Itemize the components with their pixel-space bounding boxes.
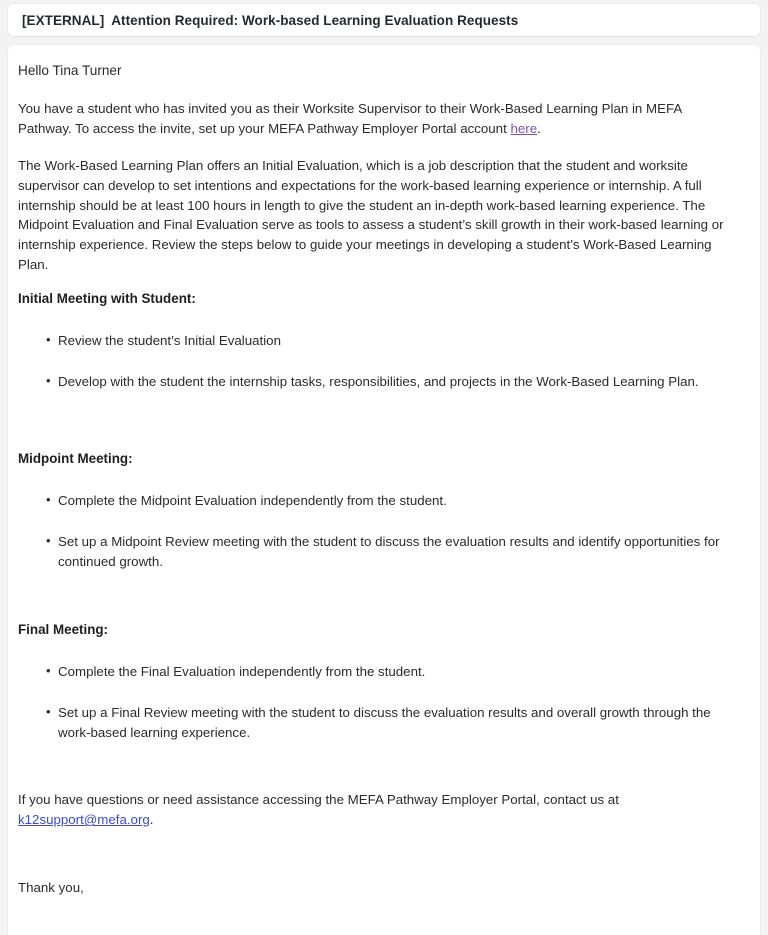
subject-line [22,13,518,28]
intro-paragraph [18,99,738,138]
section-bullet-list [18,331,738,392]
section-spacer [18,392,738,449]
list-item: • Complete the Midpoint Evaluation independently from the student. [18,491,738,511]
greeting-line: Hello Tina Turner [18,63,122,78]
external-sender-tag: [EXTERNAL] [22,12,105,28]
support-paragraph [18,790,738,829]
section-spacer [18,572,738,620]
list-item: • Develop with the student the internship tasks, responsibilities, and projects in the Work-Based Learning Plan. [18,372,738,392]
support-text-part-2: . [149,812,154,828]
list-item: • Set up a Final Review meeting with the student to discuss the evaluation results and overall growth through the work-based learning experience. [18,703,738,743]
subject-text: Attention Required: Work-based Learning Evaluation Requests [111,12,519,28]
employer-portal-link[interactable]: here [510,120,538,136]
section-midpoint-meeting [18,449,738,572]
section-heading: Initial Meeting with Student: [18,291,196,307]
closing-line: Thank you, [18,879,84,895]
intro-text-part-1: You have a student who has invited you as their Worksite Supervisor to their Work-Based Learning Plan in MEFA Pathway. To access the invite, set up your MEFA Pathway Employer Portal account [18,101,682,136]
overview-paragraph: The Work-Based Learning Plan offers an Initial Evaluation, which is a job description that the student and worksite supervisor can develop to set intentions and expectations for the work-based learning experience or internship. A full internship should be at least 100 hours in length to give the student an in-depth work-based learning experience. The Midpoint Evaluation and Final Evaluation serve as tools to assess a student’s skill growth in their work-based learning or internship experience. Review the steps below to guide your meetings in developing a student’s Work-Based Learning Plan. [18,158,724,272]
section-heading: Final Meeting: [18,621,109,637]
intro-text-part-2: . [537,120,541,136]
email-body [8,45,760,935]
support-email-link[interactable]: k12support@mefa.org [18,812,150,828]
list-item: • Set up a Midpoint Review meeting with the student to discuss the evaluation results and identify opportunities for continued growth. [18,532,738,572]
section-heading: Midpoint Meeting: [18,451,133,467]
list-item: • Complete the Final Evaluation independently from the student. [18,662,738,682]
list-item: • Review the student’s Initial Evaluation [18,331,738,351]
support-text-part-1: If you have questions or need assistance accessing the MEFA Pathway Employer Portal, contact us at [18,792,619,808]
section-final-meeting [18,620,738,743]
email-subject-header [8,4,760,36]
section-bullet-list [18,491,738,572]
section-initial-meeting [18,289,738,392]
section-bullet-list [18,662,738,743]
section-spacer [18,742,738,790]
closing-spacer [18,848,738,878]
